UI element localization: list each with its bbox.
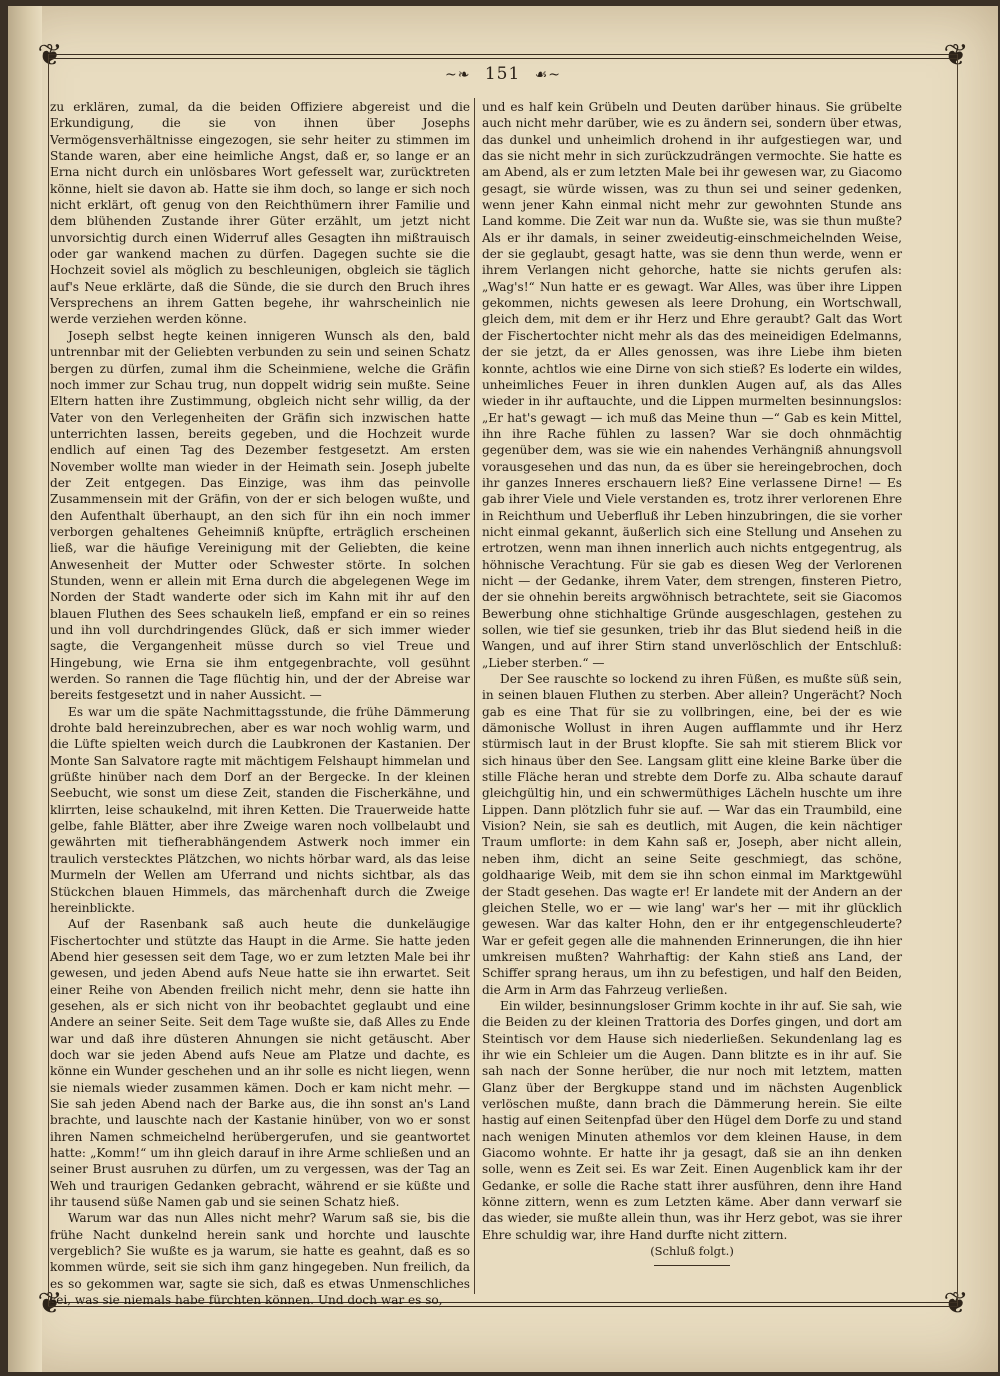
corner-ornament-bottom-left-icon: ❦: [37, 1286, 63, 1321]
header-flourish-right-icon: ☙~: [534, 67, 561, 83]
paragraph: zu erklären, zumal, da die beiden Offiziere abgereist und die Erkundigung, die sie von ihnen über Josephs Vermögensverhältnisse eingezogen, sie sehr heiter zu stimmen im Stande waren, aber eine heimliche Angst, daß er, so lange er an Erna nicht durch ein unlösbares Wort gefesselt war, zurücktreten könne, hielt sie davon ab. Hatte sie ihm doch, so lange er sich noch nicht erklärt, oft genug von den Reichthümern ihrer Familie und dem blühenden Zustande ihrer Güter erzählt, um jetzt nicht unvorsichtig durch einen Widerruf alles Gesagten ihn mißtrauisch oder gar wankend machen zu dürfen. Dagegen suchte sie die Hochzeit soviel als möglich zu beschleunigen, obgleich sie täglich auf's Neue erklärte, daß die Sünde, die sie durch den Bruch ihres Versprechens an ihrem Gatten begehe, ihr wahrscheinlich nie werde verziehen werden könne.: [50, 100, 470, 327]
paragraph: Es war um die späte Nachmittagsstunde, die frühe Dämmerung drohte bald hereinzubrechen, aber es war noch wohlig warm, und die Lüfte spielten weich durch die Laubkronen der Kastanien. Der Monte San Salvatore ragte mit mächtigem Felshaupt himmelan und grüßte hinüber nach dem Dorf an der Bergecke. In der kleinen Seebucht, wie sonst um diese Zeit, standen die Fischerkähne, und klirrten, leise schaukelnd, mit ihren Ketten. Die Trauerweide hatte gelbe, fahle Blätter, aber ihre Zweige waren noch vollbelaubt und gewährten mit tiefherabhängendem Astwerk noch immer ein traulich verstecktes Plätzchen, wo nichts hörbar ward, als das leise Murmeln der Wellen am Uferrand und nichts sichtbar, als das Stückchen blauen Himmels, das märchenhaft durch die Zweige hereinblickte.: [50, 704, 470, 915]
continuation-note: (Schluß folgt.): [650, 1244, 734, 1259]
left-column: [50, 99, 470, 1308]
column-divider: [474, 98, 475, 1294]
paragraph: und es half kein Grübeln und Deuten darüber hinaus. Sie grübelte auch nicht mehr darüber, wie es zu ändern sei, sondern über etwas, das dunkel und unheimlich drohend in ihr aufgestiegen war, und das sie nicht mehr in sich zurückzudrängen vermochte. Sie hatte es am Abend, als er zum letzten Male bei ihr gewesen war, zu Giacomo gesagt, sie würde wissen, was zu thun sei und seiner gedenken, wenn jener Kahn einmal nicht mehr zur gewohnten Stunde ans Land komme. Die Zeit war nun da. Wußte sie, was sie thun mußte? Als er ihr damals, in seiner zweideutig-einschmeichelnden Weise, der sie geglaubt, gesagt hatte, was sie denn thun werde, wenn er ihrem Verlangen nicht gehorche, hatte sie nichts gerufen als: „Wag's!“ Nun hatte er es gewagt. War Alles, was über ihre Lippen gekommen, nichts gewesen als leere Drohung, ein Wortschwall, gleich dem, mit dem er ihr Herz und Ehre geraubt? Galt das Wort der Fischertochter nicht mehr als das des meineidigen Edelmanns, der sie jetzt, da er Alles genossen, was ihre Liebe ihm bieten konnte, achtlos wie eine Dirne von sich stieß? Es loderte ein wildes, unheimliches Feuer in ihren dunklen Augen auf, als das Alles wieder in ihr auftauchte, und die Lippen murmelten besinnungslos: „Er hat's gewagt — ich muß das Meine thun —“ Gab es kein Mittel, ihn ihre Rache fühlen zu lassen? War sie doch ohnmächtig gegenüber dem, was sie wie ein nahendes Verhängniß ahnungsvoll vorausgesehen und das nun, da es über sie hereingebrochen, doch ihr ganzes Inneres erschauern ließ? Eine verlassene Dirne! — Es gab ihrer Viele und Viele verstanden es, trotz ihrer verlorenen Ehre in Reichthum und Ueberfluß ihr Leben hinzubringen, die sie vorher nicht einmal gekannt, äußerlich sich eine Stellung und Ansehen zu ertrotzen, wenn man ihnen innerlich auch nichts entgegentrug, als höhnische Verachtung. Für sie gab es diesen Weg der Verlorenen nicht — der Gedanke, ihrem Vater, dem strengen, finsteren Pietro, der sie ohnehin bereits argwöhnisch betrachtete, seit sie Giacomos Bewerbung ohne stichhaltige Gründe ausgeschlagen, gestehen zu sollen, wie tief sie gesunken, trieb ihr das Blut siedend heiß in die Wangen, und auf ihrer Stirn stand unverlöschlich der Entschluß: „Lieber sterben.“ —: [482, 100, 902, 670]
header-flourish-left-icon: ~❧: [444, 67, 471, 83]
corner-ornament-top-right-icon: ❦: [943, 38, 969, 73]
top-border-rule: [48, 54, 958, 59]
left-border-rule: [48, 54, 49, 1306]
page-header: [8, 64, 998, 84]
newspaper-page: [8, 6, 998, 1372]
right-border-rule: [957, 54, 958, 1306]
closing-rule: [654, 1265, 730, 1266]
paragraph: Joseph selbst hegte keinen innigeren Wunsch als den, bald untrennbar mit der Geliebten verbunden zu sein und seinen Schatz bergen zu dürfen, zumal ihm die Scheinmiene, welche die Gräfin noch immer zur Schau trug, nun doppelt widrig sein mußte. Seine Eltern hatten ihre Zustimmung, obgleich nicht sehr willig, da der Vater von den Verlegenheiten der Gräfin sich inzwischen hatte unterrichten lassen, bereits gegeben, und die Hochzeit wurde endlich auf einen Tag des Dezember festgesetzt. Am ersten November wollte man wieder in der Heimath sein. Joseph jubelte der Zeit entgegen. Das Einzige, was ihm das peinvolle Zusammensein mit der Gräfin, von der er sich belogen wußte, und den Aufenthalt überhaupt, an den sich für ihn ein noch immer verborgen gehaltenes Geheimniß knüpfte, erträglich erscheinen ließ, war die häufige Vereinigung mit der Geliebten, die keine Anwesenheit der Mutter oder Schwester störte. In solchen Stunden, wenn er allein mit Erna durch die abgelegenen Wege im Norden der Stadt wanderte oder sich im Kahn mit ihr auf den blauen Fluthen des Sees schaukeln ließ, empfand er ein so reines und ihn voll durchdringendes Glück, daß er sich immer wieder sagte, die Vergangenheit müsse durch so viel Treue und Hingebung, wie Erna sie ihm entgegenbrachte, voll gesühnt werden. So rannen die Tage flüchtig hin, und der der Abreise war bereits festgesetzt und in naher Aussicht. —: [50, 328, 470, 703]
corner-ornament-top-left-icon: ❦: [37, 38, 63, 73]
paragraph: Warum war das nun Alles nicht mehr? Warum saß sie, bis die frühe Nacht dunkelnd herein sank und horchte und lauschte vergeblich? Sie wußte es ja warum, sie hatte es geahnt, daß es so kommen würde, seit sie sich ihm ganz hingegeben. Nun freilich, da es so gekommen war, sagte sie sich, daß es etwas Unmenschliches sei, was sie niemals habe fürchten können. Und doch war es so,: [50, 1211, 470, 1308]
binding-gutter: [8, 6, 42, 1372]
page-number: 151: [484, 64, 521, 84]
corner-ornament-bottom-right-icon: ❦: [943, 1286, 969, 1321]
right-column: [482, 99, 902, 1294]
paragraph: Ein wilder, besinnungsloser Grimm kochte in ihr auf. Sie sah, wie die Beiden zu der kleinen Trattoria des Dorfes gingen, und dort am Steintisch vor dem Hause sich niederließen. Sekundenlang lag es ihr wie ein Schleier um die Augen. Dann blitzte es in ihr auf. Sie sah nach der Sonne herüber, die nur noch mit letztem, matten Glanz über der Bergkuppe stand und im nächsten Augenblick verlöschen mußte, dann brach die Dämmerung herein. Sie eilte hastig auf einen Seitenpfad über den Hügel dem Dorfe zu und stand nach wenigen Minuten athemlos vor dem kleinen Hause, in dem Giacomo wohnte. Er hatte ihr ja gesagt, daß sie an ihn denken solle, wenn es Zeit sei. Es war Zeit. Einen Augenblick kam ihr der Gedanke, er solle die Rache statt ihrer ausführen, denn ihre Hand könne zittern, wenn es zum Letzten käme. Aber dann verwarf sie das wieder, sie mußte allein thun, was ihr Herz gebot, was sie ihrer Ehre schuldig war, ihre Hand durfte nicht zittern.: [482, 998, 902, 1242]
paragraph: Auf der Rasenbank saß auch heute die dunkeläugige Fischertochter und stützte das Haupt in die Arme. Sie hatte jeden Abend hier gesessen seit dem Tage, wo er zum letzten Male bei ihr gewesen, und jeden Abend aufs Neue hatte sie ihn erwartet. Seit einer Reihe von Abenden freilich nicht mehr, denn sie hatte ihn gesehen, als er sich nicht von ihr beobachtet geglaubt und eine Andere an seiner Seite. Seit dem Tage wußte sie, daß Alles zu Ende war und daß ihre düsteren Ahnungen sie nicht getäuscht. Aber doch war sie jeden Abend aufs Neue am Platze und dachte, es könne ein Wunder geschehen und an ihr solle es nicht liegen, wenn sie niemals wieder zusammen kämen. Doch er kam nicht mehr. — Sie sah jeden Abend nach der Barke aus, die ihn sonst an's Land brachte, und lauschte nach der Kastanie hinüber, von wo er sonst ihren Namen schmeichelnd herübergerufen, und sie geantwortet hatte: „Komm!“ um ihn gleich darauf in ihre Arme schließen und an seiner Brust ausruhen zu dürfen, um zu vergessen, was der Tag an Weh und traurigen Gedanken gebracht, während er sie küßte und ihr tausend süße Namen gab und sie seinen Schatz hieß.: [50, 917, 470, 1210]
paragraph: Der See rauschte so lockend zu ihren Füßen, es mußte süß sein, in seinen blauen Fluthen zu sterben. Aber allein? Ungerächt? Noch gab es eine That für sie zu vollbringen, eine, bei der es wie dämonische Wollust in ihren Augen aufflammte und ihr Herz stürmisch laut in der Brust klopfte. Sie sah mit stierem Blick vor sich hinaus über den See. Langsam glitt eine kleine Barke über die stille Fläche heran und strebte dem Dorfe zu. Alba schaute darauf gleichgültig hin, und ein schwermüthiges Lächeln huschte um ihre Lippen. Dann plötzlich fuhr sie auf. — War das ein Traumbild, eine Vision? Nein, sie sah es deutlich, mit Augen, die kein nächtiger Traum umflorte: in dem Kahn saß er, Joseph, aber nicht allein, neben ihm, dicht an seine Seite geschmiegt, das schöne, goldhaarige Weib, mit dem sie ihn schon einmal im Marktgewühl der Stadt gesehen. Das wagte er! Er landete mit der Andern an der gleichen Stelle, wo er — wie lang' war's her — mit ihr glücklich gewesen. War das kalter Hohn, den er ihr entgegenschleuderte? War er gefeit gegen alle die mahnenden Erinnerungen, die ihn hier umkreisen mußten? Wahrhaftig: der Kahn stieß ans Land, der Schiffer sprang heraus, um ihn zu befestigen, und half den Beiden, die Arm in Arm das Fahrzeug verließen.: [482, 672, 902, 997]
